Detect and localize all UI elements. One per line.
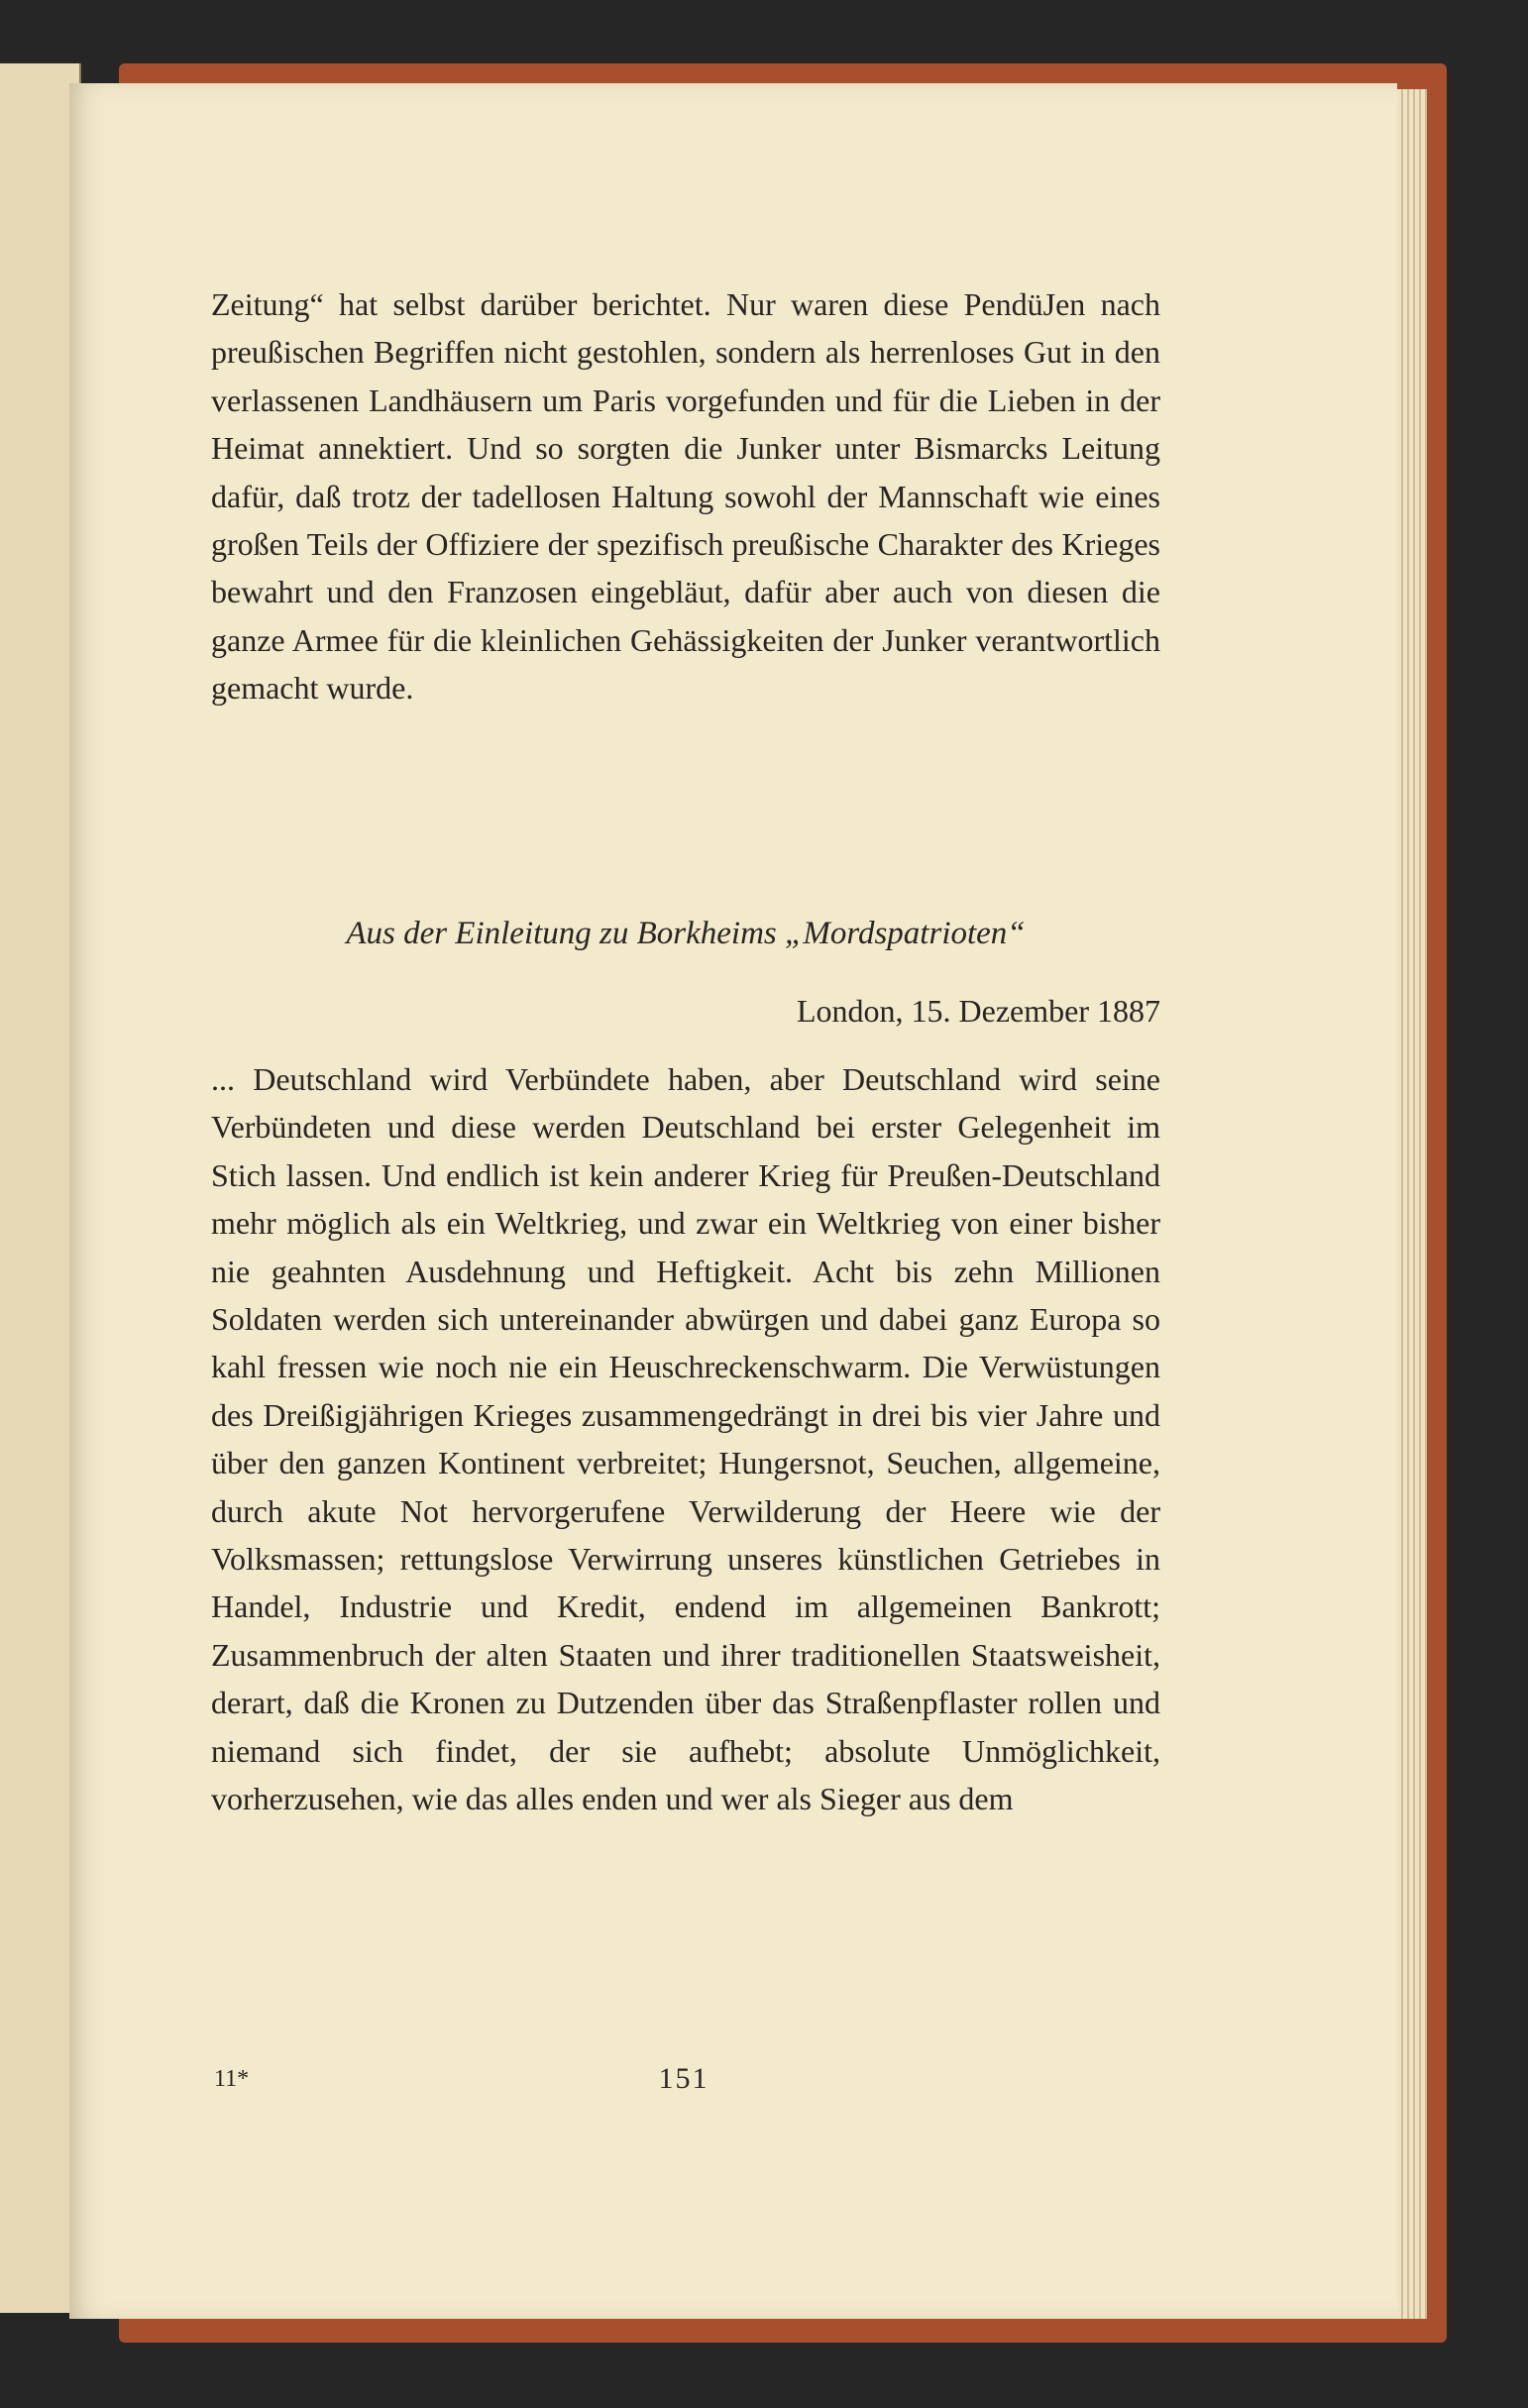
- signature-mark: 11*: [214, 2066, 250, 2092]
- paragraph-2: ... Deutschland wird Verbündete haben, aber Deutschland wird seine Verbündeten und diese werden Deutschland bei erster Gelegenheit im Stich lassen. Und endlich ist kein anderer Krieg für Preußen-Deutschland mehr möglich als ein Weltkrieg, und zwar ein Weltkrieg von einer bisher nie geahnten Ausdehnung und Heftigkeit. Acht bis zehn Millionen Soldaten werden sich untereinander abwürgen und dabei ganz Europa so kahl fressen wie noch nie ein Heuschreckenschwarm. Die Verwüstungen des Dreißigjährigen Krieges zusammengedrängt in drei bis vier Jahre und über den ganzen Kontinent verbreitet; Hungersnot, Seuchen, allgemeine, durch akute Not hervorgerufene Verwilderung der Heere wie der Volksmassen; rettungslose Verwirrung unseres künstlichen Getriebes in Handel, Industrie und Kredit, endend im allgemeinen Bankrott; Zusammenbruch der alten Staaten und ihrer traditionellen Staatsweisheit, derart, daß die Kronen zu Dutzenden über das Straßenpflaster rollen und niemand sich findet, der sie aufhebt; absolute Unmöglichkeit, vorherzusehen, wie das alles enden und wer als Sieger aus dem: [211, 1061, 1160, 1817]
- section-heading: Aus der Einleitung zu Borkheims „Mordspatrioten“: [346, 916, 1026, 951]
- dateline: London, 15. Dezember 1887: [796, 993, 1160, 1029]
- page-number: 151: [658, 2062, 709, 2095]
- paragraph-1: Zeitung“ hat selbst darüber berichtet. Nur waren diese PendüJen nach preußischen Begriffen nicht gestohlen, sondern als herrenloses Gut in den verlassenen Landhäusern um Paris vorgefunden und für die Lieben in der Heimat annektiert. Und so sorgten die Junker unter Bismarcks Leitung dafür, daß trotz der tadellosen Haltung sowohl der Mannschaft wie eines großen Teils der Offiziere der spezifisch preußische Charakter des Krieges bewahrt und den Franzosen eingebläut, dafür aber auch von diesen die ganze Armee für die kleinlichen Gehässigkeiten der Junker verantwortlich gemacht wurde.: [211, 286, 1160, 707]
